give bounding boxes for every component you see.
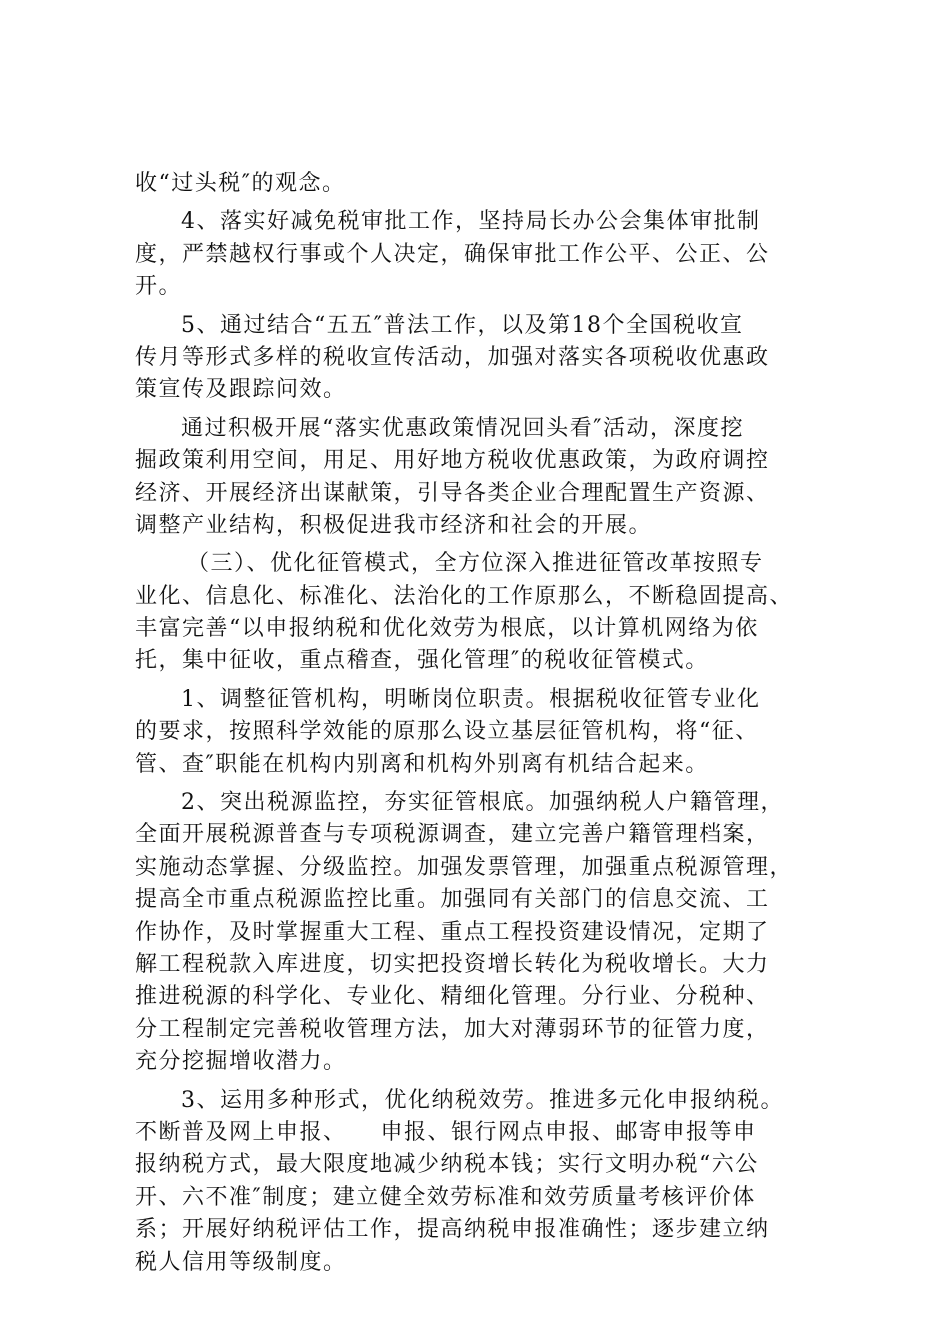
text-line: 策宣传及跟踪问效。 bbox=[135, 377, 347, 403]
text-line: 业化、信息化、标准化、法治化的工作原那么，不断稳固提高、 bbox=[135, 583, 794, 609]
text-line: 掘政策利用空间，用足、用好地方税收优惠政策，为政府调控 bbox=[135, 448, 770, 474]
text-line: 提高全市重点税源监控比重。加强同有关部门的信息交流、工 bbox=[135, 887, 770, 913]
text-line: 2、突出税源监控，夯实征管根底。加强纳税人户籍管理， bbox=[181, 790, 784, 816]
text-line: 不断普及网上申报、 申报、银行网点申报、邮寄申报等申 bbox=[135, 1119, 757, 1145]
text-line: 通过积极开展“落实优惠政策情况回头看″活动，深度挖 bbox=[181, 415, 744, 441]
text-line: （三）、优化征管模式，全方位深入推进征管改革按照专 bbox=[187, 551, 764, 577]
text-line: 度，严禁越权行事或个人决定，确保审批工作公平、公正、公 bbox=[135, 241, 770, 267]
text-line: 的要求，按照科学效能的原那么设立基层征管机构，将“征、 bbox=[135, 719, 759, 745]
text-line: 推进税源的科学化、专业化、精细化管理。分行业、分税种、 bbox=[135, 984, 770, 1010]
text-line: 分工程制定完善税收管理方法，加大对薄弱环节的征管力度， bbox=[135, 1016, 770, 1042]
text-line: 收“过头税″的观念。 bbox=[135, 171, 346, 196]
text-line: 5、通过结合“五五″普法工作，以及第18个全国税收宣 bbox=[181, 312, 744, 338]
text-line: 税人信用等级制度。 bbox=[135, 1249, 347, 1275]
text-line: 管、查″职能在机构内别离和机构外别离有机结合起来。 bbox=[135, 751, 709, 777]
text-line: 丰富完善“以申报纳税和优化效劳为根底，以计算机网络为依 bbox=[135, 616, 759, 642]
text-line: 传月等形式多样的税收宣传活动，加强对落实各项税收优惠政 bbox=[135, 344, 770, 370]
text-line: 充分挖掘增收潜力。 bbox=[135, 1049, 347, 1075]
text-line: 全面开展税源普查与专项税源调查，建立完善户籍管理档案， bbox=[135, 822, 770, 848]
text-line: 开。 bbox=[135, 274, 183, 300]
text-line: 经济、开展经济出谋献策，引导各类企业合理配置生产资源、 bbox=[135, 480, 770, 506]
text-line: 实施动态掌握、分级监控。加强发票管理，加强重点税源管理， bbox=[135, 854, 794, 880]
text-line: 作协作，及时掌握重大工程、重点工程投资建设情况，定期了 bbox=[135, 919, 770, 945]
text-line: 4、落实好减免税审批工作，坚持局长办公会集体审批制 bbox=[181, 209, 761, 235]
text-line: 调整产业结构，积极促进我市经济和社会的开展。 bbox=[135, 512, 653, 538]
text-line: 系；开展好纳税评估工作，提高纳税申报准确性；逐步建立纳 bbox=[135, 1217, 770, 1243]
text-line: 开、六不准″制度；建立健全效劳标准和效劳质量考核评价体 bbox=[135, 1184, 756, 1210]
text-line: 托，集中征收，重点稽查，强化管理″的税收征管模式。 bbox=[135, 648, 709, 674]
document-body bbox=[135, 168, 825, 1279]
text-line: 1、调整征管机构，明晰岗位职责。根据税收征管专业化 bbox=[181, 686, 761, 712]
text-line: 解工程税款入库进度，切实把投资增长转化为税收增长。大力 bbox=[135, 951, 770, 977]
text-line: 报纳税方式，最大限度地减少纳税本钱；实行文明办税“六公 bbox=[135, 1152, 759, 1178]
text-line: 3、运用多种形式，优化纳税效劳。推进多元化申报纳税。 bbox=[181, 1087, 784, 1113]
